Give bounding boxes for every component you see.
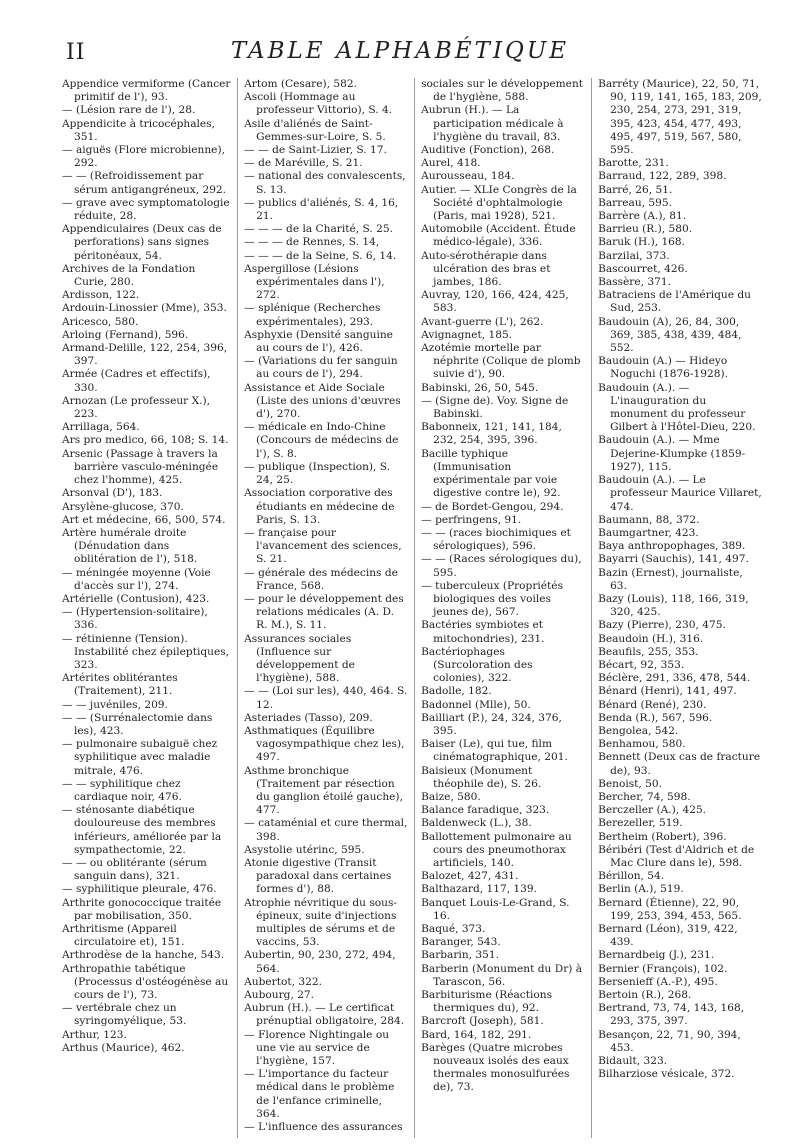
index-entry: — tuberculeux (Propriétés biologiques des voiles jeunes de), 567. [421,579,564,619]
index-entry: Beaudoin (H.), 316. [598,632,704,645]
index-entry: Archives de la Fondation Curie, 280. [62,262,196,289]
index-entry: Armée (Cadres et effectifs), 330. [62,368,211,394]
index-entry: — — (Races sérologiques du), 595. [421,553,582,579]
index-entry: — — de Saint-Lizier, S. 17. [244,144,387,157]
index-entry: — grave avec symptomatologie réduite, 28. [62,196,230,223]
index-entry: Bailliart (P.), 24, 324, 376, 395. [421,711,562,737]
index-entry: Barbarin, 351. [421,949,499,962]
index-entry: Appendice vermiforme (Cancer primitif de l'), 93. [62,78,231,104]
index-entry: Arthus (Maurice), 462. [62,1041,185,1054]
index-entry: — pulmonaire subaiguë chez syphilitique avec maladie mitrale, 476. [62,738,218,777]
index-entry: Berezeller, 519. [598,817,683,830]
index-entry: — syphilitique pleurale, 476. [62,883,217,896]
index-entry: Aubrun (H.). — La participation médicale à l'hygiène du travail, 83. [421,104,564,143]
index-entry: sociales sur le développement de l'hygiène, 588. [421,78,584,104]
index-entry: — — (Loi sur les), 440, 464. S. 12. [244,685,408,711]
index-entry: Bénard (Henri), 141, 497. [598,685,737,698]
index-entry: — aiguës (Flore microbienne), 292. [62,144,225,170]
index-entry: Ardouin-Linossier (Mme), 353. [62,302,227,315]
index-entry: Benhamou, 580. [598,738,686,751]
index-entry: Arthrite gonococcique traitée par mobilisation, 350. [62,896,222,922]
index-entry: — cataménial et cure thermal, 398. [244,817,408,843]
index-entry: Banquet Louis-Le-Grand, S. 16. [421,896,570,922]
page-title: TABLE ALPHABÉTIQUE [230,38,570,64]
index-entry: Bactériophages (Surcoloration des colonies), 322. [421,645,533,685]
index-entry: Besançon, 22, 71, 90, 394, 453. [598,1028,741,1054]
index-entry: — de Maréville, S. 21. [244,157,363,170]
index-entry: Atonie digestive (Transit paradoxal dans certaines formes d'), 88. [244,856,392,896]
index-entry: — rétinienne (Tension). Instabilité chez épileptiques, 323. [62,632,230,671]
index-entry: Armand-Delille, 122, 254, 396, 397. [62,342,228,368]
index-entry: — — (Refroidissement par sérum antigangréneux, 292. [62,170,227,196]
index-entry: Bennett (Deux cas de fracture de), 93. [598,751,761,777]
index-entry: Baldenweck (L.), 38. [421,817,532,830]
index-entry: Ardisson, 122. [62,289,140,302]
index-entry: — (Lésion rare de l'), 28. [62,104,196,117]
index-entry: Barreau, 595. [598,196,673,209]
index-entry: Béclère, 291, 336, 478, 544. [598,672,751,685]
index-entry: Baize, 580. [421,790,481,803]
index-entry: Balozet, 427, 431. [421,870,519,883]
index-entry: Berlin (A.), 519. [598,883,684,896]
index-entry: — splénique (Recherches expérimentales), 293. [244,302,381,328]
index-entry: Appendiculaires (Deux cas de perforations) sans signes péritonéaux, 54. [62,223,222,262]
index-entry: Bayarri (Sauchis), 141, 497. [598,553,749,566]
index-entry: Autier. — XLIe Congrès de la Société d'ophtalmologie (Paris, mai 1928), 521. [421,183,577,223]
index-entry: — pour le développement des relations médicales (A. D. R. M.), S. 11. [244,592,404,632]
index-entry: Assurances sociales (Influence sur développement de l'hygiène), 588. [244,632,355,685]
index-entry: Bazy (Louis), 118, 166, 319, 320, 425. [598,592,749,619]
index-entry: Béribéri (Test d'Aldrich et de Mac Clure dans le), 598. [598,843,755,869]
index-entry: — — — de la Seine, S. 6, 14. [244,249,397,262]
index-entry: Ars pro medico, 66, 108; S. 14. [62,434,229,447]
index-entry: Bérillon, 54. [598,870,665,883]
index-entry: Artérielle (Contusion), 423. [62,592,210,605]
index-entry: Bilharziose vésicale, 372. [598,1068,735,1081]
index-entry: — perfringens, 91. [421,513,522,526]
index-entry: — L'influence des assurances [244,1121,403,1134]
index-entry: Bacille typhique (Immunisation expérimentale par voie digestive contre le), 92. [421,447,561,500]
index-entry: Association corporative des étudiants en médecine de Paris, S. 13. [244,487,395,526]
index-entry: Assistance et Aide Sociale (Liste des unions d'œuvres d'), 270. [244,381,401,421]
index-entry: — sténosante diabétique douloureuse des membres inférieurs, améliorée par la sympathectomie, 22. [62,804,222,856]
index-entry: Arthropathie tabétique (Processus d'ostéogénèse au cours de l'), 73. [62,962,229,1002]
index-entry: Bercher, 74, 598. [598,790,691,803]
index-entry: Aspergillose (Lésions expérimentales dans l'), 272. [244,262,385,302]
index-entry: Bernard (Léon), 319, 422, 439. [598,923,738,949]
index-entry: — méningée moyenne (Voie d'accès sur l'), 274. [62,566,211,592]
index-entry: Baudouin (A.). — L'inauguration du monument du professeur Gilbert à l'Hôtel-Dieu, 220. [598,381,756,434]
index-entry: Barzilai, 373. [598,249,670,262]
index-entry: — — (Surrénalectomie dans les), 423. [62,711,213,737]
index-entry: — — ou oblitérante (sérum sanguin dans), 321. [62,856,207,883]
index-entry: — (Variations du fer sanguin au cours de l'), 294. [244,355,398,381]
index-entry: Bengolea, 542. [598,724,679,737]
index-entry: Aubertot, 322. [244,975,322,988]
index-entry: Balance faradique, 323. [421,804,550,817]
index-entry: Asystolie utérinc, 595. [244,843,365,856]
index-entry: — L'importance du facteur médical dans le problème de l'enfance criminelle, 364. [244,1068,395,1120]
index-entry: — médicale en Indo-Chine (Concours de médecins de l'), S. 8. [244,421,399,460]
index-entry: Arrillaga, 564. [62,421,140,434]
index-entry: Bertrand, 73, 74, 143, 168, 293, 375, 397. [598,1002,745,1028]
index-entry: Baudouin (A.) — Hideyo Noguchi (1876-1928). [598,355,728,381]
index-entry: Auditive (Fonction), 268. [421,144,555,157]
index-entry: Benda (R.), 567, 596. [598,711,713,724]
index-entry: Arnozan (Le professeur X.), 223. [62,394,211,421]
index-entry: Bénard (René), 230. [598,698,707,711]
index-entry: Bertoin (R.), 268. [598,989,692,1002]
index-column-1 [62,78,237,1138]
index-entry: — — (races biochimiques et sérologiques), 596. [421,526,571,553]
index-entry: Auvray, 120, 166, 424, 425, 583. [421,289,569,315]
index-entry: — de Bordet-Gengou, 294. [421,500,564,513]
index-entry: Asile d'aliénés de Saint-Gemmes-sur-Loire, S. 5. [244,117,386,143]
index-entry: Baiser (Le), qui tue, film cinématographique, 201. [421,738,568,764]
index-entry: Barcroft (Joseph), 581. [421,1015,544,1028]
index-entry: Aurel, 418. [421,157,481,170]
index-entry: Barrère (A.), 81. [598,210,687,223]
index-entry: Artère humérale droite (Dénudation dans oblitération de l'), 518. [62,526,198,566]
index-entry: — — — de la Charité, S. 25. [244,223,393,236]
index-entry: Arsylène-glucose, 370. [62,500,184,513]
index-entry: Bidault, 323. [598,1055,668,1068]
index-entry: Barèges (Quatre microbes nouveaux isolés des eaux thermales monosulfurées de), 73. [421,1041,570,1094]
index-entry: — — syphilitique chez cardiaque noir, 476. [62,777,182,803]
index-entry: Arloing (Fernand), 596. [62,328,189,341]
index-entry: Appendicite à tricocéphales, 351. [62,117,215,143]
index-entry: Baudouin (A), 26, 84, 300, 369, 385, 438, 439, 484, 552. [598,315,742,355]
index-entry: Barréty (Maurice), 22, 50, 71, 90, 119, 141, 165, 183, 209, 230, 254, 273, 291, 319, 395, 423, 454, 477, 493, 495, 497, 519, 567, 580, 595. [598,78,762,157]
page-number: II [66,40,86,65]
index-entry: Asphyxie (Densité sanguine au cours de l'), 426. [244,328,393,355]
index-entry: Bertheim (Robert), 396. [598,830,727,843]
index-column-2 [237,78,414,1138]
index-entry: Bécart, 92, 353. [598,658,685,671]
index-entry: Arthur, 123. [62,1028,127,1041]
index-entry: Barré, 26, 51. [598,183,673,196]
index-entry: Asthme bronchique (Traitement par résection du ganglion étoilé gauche), 477. [244,764,403,817]
index-entry: Aubourg, 27. [244,989,315,1002]
index-entry: Atrophie névritique du sous-épineux, suite d'injections multiples de sérums et de vaccins, 53. [244,896,397,949]
index-entry: Baranger, 543. [421,936,501,949]
index-entry: Baisieux (Monument théophile de), S. 26. [421,764,542,790]
index-entry: Art et médecine, 66, 500, 574. [62,513,226,526]
index-entry: Barotte, 231. [598,157,669,170]
index-entry: Arthritisme (Appareil circulatoire et), 151. [62,923,185,949]
index-entry: Arsonval (D'), 183. [62,487,163,500]
index-entry: Bernard (Étienne), 22, 90, 199, 253, 394, 453, 565. [598,896,742,922]
index-entry: Asthmatiques (Équilibre vagosympathique chez les), 497. [244,724,405,764]
index-entry: Baya anthropophages, 389. [598,540,746,553]
index-entry: Automobile (Accident. Étude médico-légale), 336. [421,223,576,249]
index-entry: Baqué, 373. [421,923,486,935]
index-entry: Bazin (Ernest), journaliste, 63. [598,566,743,592]
index-entry: — française pour l'avancement des sciences, S. 21. [244,526,402,566]
index-entry: Bactéries symbiotes et mitochondries), 231. [421,619,545,645]
index-entry: Baruk (H.), 168. [598,236,686,249]
index-entry: Aubertin, 90, 230, 272, 494, 564. [244,949,396,975]
index-entry: Auto-sérothérapie dans ulcération des bras et jambes, 186. [421,249,551,289]
index-entry: Baumann, 88, 372. [598,513,700,526]
index-entry: Babinski, 26, 50, 545. [421,381,539,394]
index-entry: Batraciens de l'Amérique du Sud, 253. [598,289,751,315]
index-entry: Arthrodèse de la hanche, 543. [62,949,225,962]
index-entry: Aurousseau, 184. [421,170,515,183]
index-entry: — — juvéniles, 209. [62,698,168,711]
index-entry: — vertébrale chez un syringomyélique, 53. [62,1002,187,1028]
index-entry: Barrieu (R.), 580. [598,223,693,236]
index-entry: Bernardbeig (J.), 231. [598,949,715,962]
index-entry: Ascoli (Hommage au professeur Vittorio), S. 4. [244,91,393,117]
index-column-4 [591,78,768,1138]
index-entry: Bersenieff (A.-P.), 495. [598,975,718,988]
index-entry: — (Signe de). Voy. Signe de Babinski. [421,394,569,421]
index-entry: — Florence Nightingale ou une vie au service de l'hygiène, 157. [244,1028,390,1068]
index-entry: Bassère, 371. [598,276,671,289]
index-entry: Azotémie mortelle par néphrite (Colique de plomb suivie d'), 90. [421,342,581,381]
index-entry: Bard, 164, 182, 291. [421,1028,532,1041]
index-entry: Baudouin (A.). — Le professeur Maurice Villaret, 474. [598,474,762,513]
index-column-3 [414,78,591,1138]
index-entry: Artérites oblitérantes (Traitement), 211. [62,672,178,698]
index-entry: Badolle, 182. [421,685,492,698]
index-entry: — générale des médecins de France, 568. [244,566,398,592]
index-entry: Bascourret, 426. [598,262,688,275]
index-entry: Balthazard, 117, 139. [421,883,538,896]
index-entry: Bernier (François), 102. [598,962,728,975]
index-entry: Barbiturisme (Réactions thermiques du), 92. [421,989,553,1015]
index-entry: Artom (Cesare), 582. [244,78,357,90]
index-entry: Ballottement pulmonaire au cours des pneumothorax artificiels, 140. [421,830,572,869]
index-entry: — national des convalescents, S. 13. [244,170,406,196]
index-entry: Benoist, 50. [598,777,662,790]
index-entry: Avant-guerre (L'), 262. [421,315,544,328]
index-entry: Beaufils, 255, 353. [598,645,699,658]
index-entry: Berczeller (A.), 425. [598,804,707,817]
index-entry: Baudouin (A.). — Mme Dejerine-Klumpke (1859-1927), 115. [598,434,746,473]
index-entry: Asteriades (Tasso), 209. [244,711,373,724]
index-entry: — publique (Inspection), S. 24, 25. [244,460,391,487]
index-entry: Barraud, 122, 289, 398. [598,170,727,183]
index-entry: Baumgartner, 423. [598,526,699,539]
index-entry: Bazy (Pierre), 230, 475. [598,619,726,632]
index-entry: — — — de Rennes, S. 14, [244,236,380,249]
index-entry: Aubrun (H.). — Le certificat prénuptial obligatoire, 284. [244,1002,405,1028]
index-entry: Arsenic (Passage à travers la barrière vasculo-méningée chez l'homme), 425. [62,447,219,487]
index-entry: — (Hypertension-solitaire), 336. [62,606,208,632]
index-entry: Aricesco, 580. [62,315,139,328]
index-entry: Badonnel (Mlle), 50. [421,698,531,711]
index-entry: Avignagnet, 185. [421,328,513,341]
index-entry: Barberin (Monument du Dr) à Tarascon, 56. [421,962,583,988]
index-columns [62,78,768,1138]
index-entry: — publics d'aliénés, S. 4, 16, 21. [244,196,399,223]
index-entry: Babonneix, 121, 141, 184, 232, 254, 395, 396. [421,421,562,447]
